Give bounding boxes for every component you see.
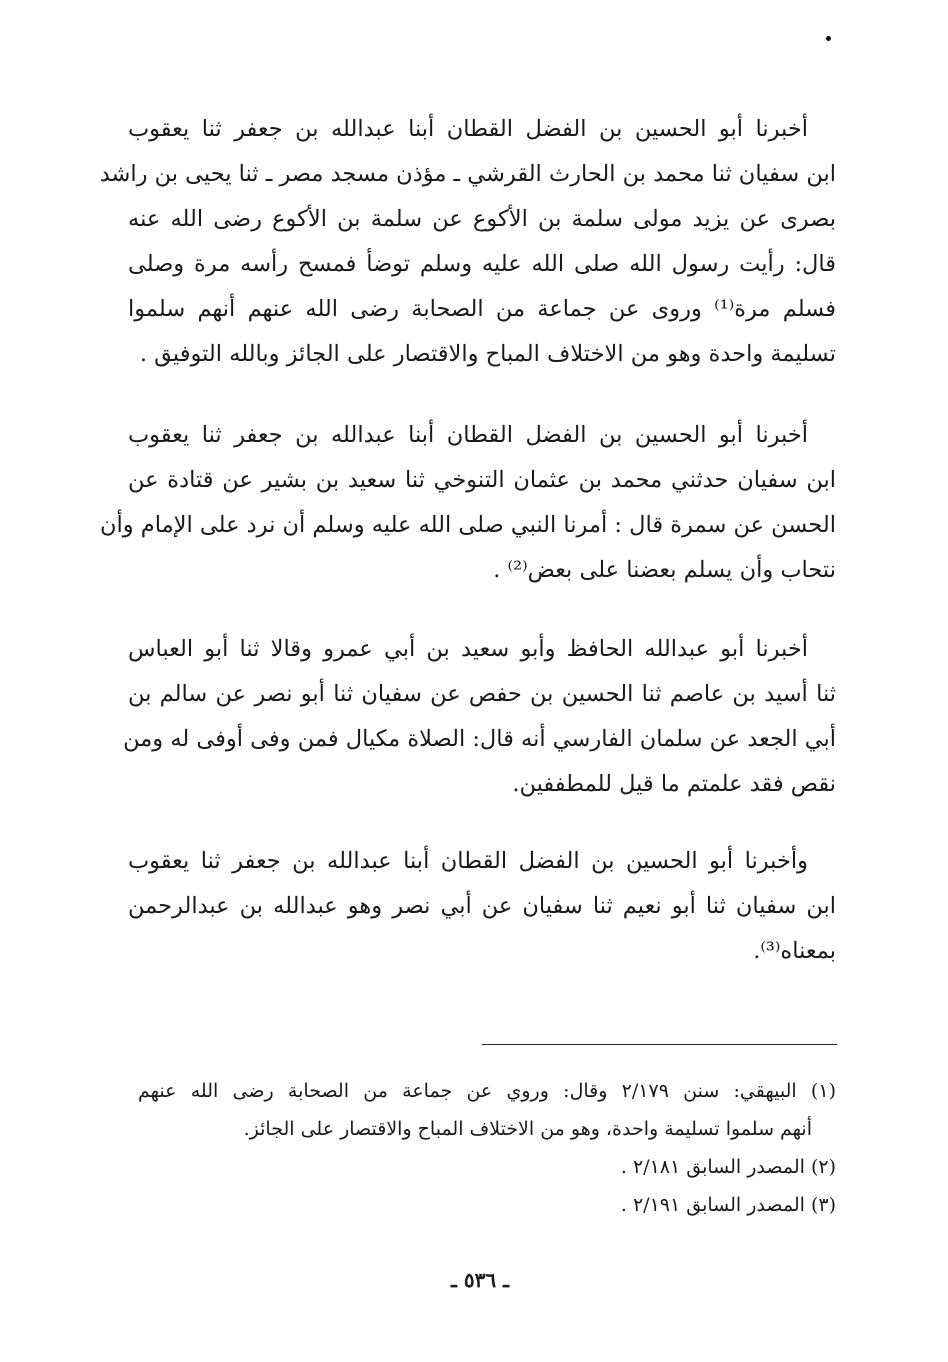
footnote-1: (١) البيهقي: سنن ٢/١٧٩ وقال: وروي عن جماعة من الصحابة رضى الله عنهم [138, 1080, 836, 1102]
page-number: ـ ٥٣٦ ـ [451, 1268, 509, 1292]
paragraph-1 [99, 107, 836, 377]
text-line: أخبرنا أبو الحسين بن الفضل القطان أبنا عبدالله بن جعفر ثنا يعقوب [128, 422, 808, 448]
paragraph-4 [128, 839, 836, 974]
text-line: ابن سفيان ثنا أبو نعيم ثنا سفيان عن أبي نصر وهو عبدالله بن عبدالرحمن [128, 893, 836, 919]
text-line: ابن سفيان ثنا محمد بن الحارث القرشي ـ مؤذن مسجد مصر ـ ثنا يحيى بن راشد [99, 161, 836, 187]
text-line: نتحاب وأن يسلم بعضنا على بعض⁽²⁾ . [493, 557, 836, 583]
page-mark-dot [826, 36, 831, 41]
text-line: أخبرنا أبو عبدالله الحافظ وأبو سعيد بن أبي عمرو وقالا ثنا أبو العباس [128, 636, 808, 662]
footnote-separator [482, 1044, 837, 1045]
text-line: أخبرنا أبو الحسين بن الفضل القطان أبنا عبدالله بن جعفر ثنا يعقوب [128, 116, 808, 142]
paragraph-2 [100, 413, 836, 593]
text-line: بمعناه⁽³⁾. [753, 938, 836, 964]
text-line: تسليمة واحدة وهو من الاختلاف المباح والاقتصار على الجائز وبالله التوفيق . [139, 341, 836, 367]
text-line: فسلم مرة⁽¹⁾ وروى عن جماعة من الصحابة رضى الله عنهم أنهم سلموا [128, 296, 836, 322]
text-line: بصرى عن يزيد مولى سلمة بن الأكوع عن سلمة بن الأكوع رضى الله عنه [128, 206, 836, 232]
text-line: نقص فقد علمتم ما قيل للمطففين. [512, 771, 836, 797]
footnote-2: (٢) المصدر السابق ٢/١٨١ . [620, 1156, 836, 1178]
footnotes [138, 1072, 836, 1224]
text-line: قال: رأيت رسول الله صلى الله عليه وسلم توضأ فمسح رأسه مرة وصلى [128, 251, 836, 277]
paragraph-3 [123, 627, 836, 807]
text-line: ابن سفيان حدثني محمد بن عثمان التنوخي ثنا سعيد بن بشير عن قتادة عن [128, 467, 836, 493]
text-line: ثنا أسيد بن عاصم ثنا الحسين بن حفص عن سفيان ثنا أبو نصر عن سالم بن [128, 681, 836, 707]
footnote-3: (٣) المصدر السابق ٢/١٩١ . [620, 1194, 836, 1216]
text-line: وأخبرنا أبو الحسين بن الفضل القطان أبنا عبدالله بن جعفر ثنا يعقوب [128, 848, 808, 874]
footnote-1-continuation: أنهم سلموا تسليمة واحدة، وهو من الاختلاف المباح والاقتصار على الجائز. [243, 1118, 812, 1140]
text-line: أبي الجعد عن سلمان الفارسي أنه قال: الصلاة مكيال فمن وفى أوفى له ومن [123, 726, 836, 752]
text-line: الحسن عن سمرة قال : أمرنا النبي صلى الله عليه وسلم أن نرد على الإمام وأن [100, 512, 836, 538]
